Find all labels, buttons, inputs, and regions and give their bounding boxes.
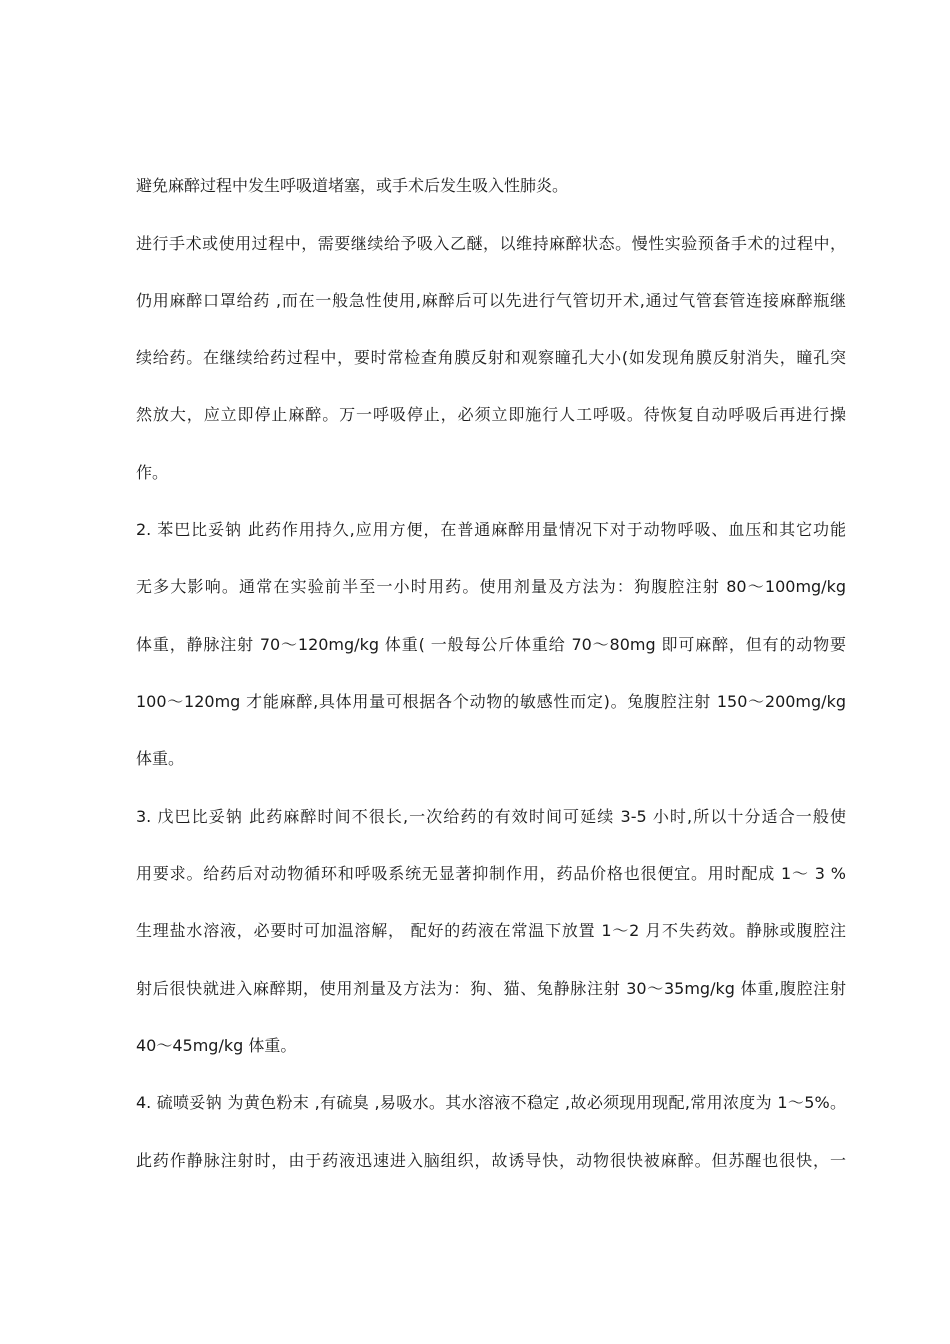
text-line: 40～45mg/kg 体重。 bbox=[136, 1036, 297, 1055]
text-line: 续给药。在继续给药过程中，要时常检查角膜反射和观察瞳孔大小(如发现角膜反射消失，瞳孔突 bbox=[136, 348, 846, 367]
text-line: 生理盐水溶液，必要时可加温溶解， 配好的药液在常温下放置 1～2 月不失药效。静脉或腹腔注 bbox=[136, 921, 846, 940]
text-line: 4. 硫喷妥钠 为黄色粉末 ,有硫臭 ,易吸水。其水溶液不稳定 ,故必须现用现配,常用浓度为 1～5%。 bbox=[136, 1093, 846, 1112]
text-line: 进行手术或使用过程中，需要继续给予吸入乙醚，以维持麻醉状态。慢性实验预备手术的过程中， bbox=[136, 234, 846, 253]
text-line: 然放大，应立即停止麻醉。万一呼吸停止，必须立即施行人工呼吸。待恢复自动呼吸后再进行操 bbox=[136, 405, 846, 424]
text-line: 体重，静脉注射 70～120mg/kg 体重( 一般每公斤体重给 70～80mg 即可麻醉，但有的动物要 bbox=[136, 635, 846, 654]
text-line: 3. 戊巴比妥钠 此药麻醉时间不很长,一次给药的有效时间可延续 3-5 小时,所以十分适合一般使 bbox=[136, 807, 846, 826]
text-line: 此药作静脉注射时，由于药液迅速进入脑组织，故诱导快，动物很快被麻醉。但苏醒也很快，一 bbox=[136, 1151, 846, 1170]
text-line: 100～120mg 才能麻醉,具体用量可根据各个动物的敏感性而定)。兔腹腔注射 150～200mg/kg bbox=[136, 692, 846, 711]
text-line: 射后很快就进入麻醉期，使用剂量及方法为：狗、猫、兔静脉注射 30～35mg/kg 体重,腹腔注射 bbox=[136, 979, 846, 998]
text-line: 作。 bbox=[136, 463, 169, 482]
text-line: 2. 苯巴比妥钠 此药作用持久,应用方便，在普通麻醉用量情况下对于动物呼吸、血压和其它功能 bbox=[136, 520, 846, 539]
text-line: 无多大影响。通常在实验前半至一小时用药。使用剂量及方法为：狗腹腔注射 80～100mg/kg bbox=[136, 577, 846, 596]
text-line: 避免麻醉过程中发生呼吸道堵塞，或手术后发生吸入性肺炎。 bbox=[136, 176, 569, 195]
text-line: 用要求。给药后对动物循环和呼吸系统无显著抑制作用，药品价格也很便宜。用时配成 1～ 3 % bbox=[136, 864, 846, 883]
text-line: 体重。 bbox=[136, 749, 185, 768]
text-line: 仍用麻醉口罩给药 ,而在一般急性使用,麻醉后可以先进行气管切开术,通过气管套管连接麻醉瓶继 bbox=[136, 291, 846, 310]
